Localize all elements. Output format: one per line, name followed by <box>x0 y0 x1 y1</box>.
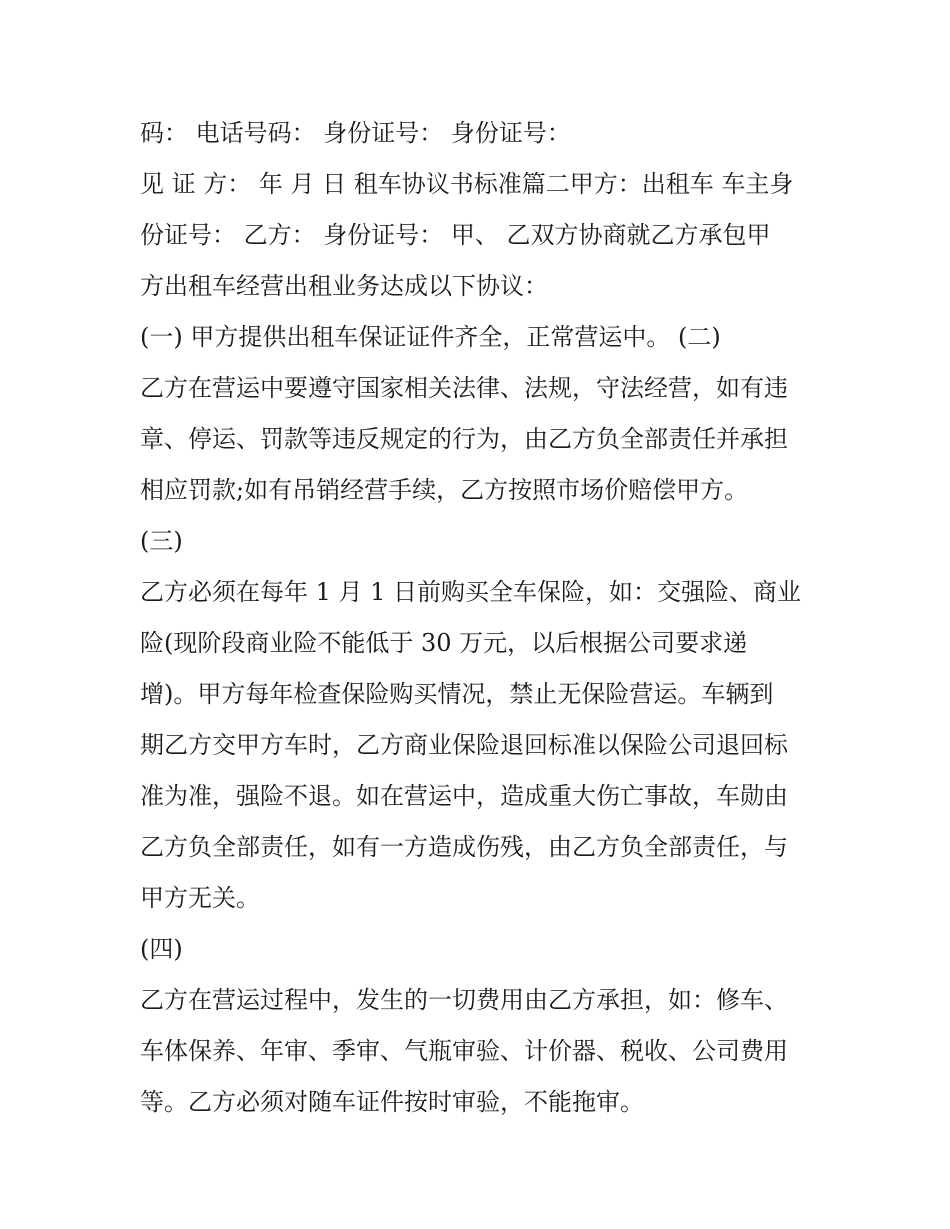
text-line: 乙方必须在每年 1 月 1 日前购买全车保险，如：交强险、商业 <box>140 578 802 606</box>
text-line: 相应罚款;如有吊销经营手续，乙方按照市场价赔偿甲方。 <box>140 476 749 504</box>
text-line: 方出租车经营出租业务达成以下协议： <box>140 272 548 300</box>
text-line: 车体保养、年审、季审、气瓶审验、计价器、税收、公司费用 <box>140 1037 788 1065</box>
document-body <box>140 108 830 1128</box>
text-line: (一) 甲方提供出租车保证证件齐全，正常营运中。 (二) <box>140 323 721 351</box>
text-line: 见 证 方： 年 月 日 租车协议书标准篇二甲方：出租车 车主身 <box>140 170 794 198</box>
text-line: 增)。甲方每年检查保险购买情况，禁止无保险营运。车辆到 <box>140 680 774 708</box>
text-line: (四) <box>140 935 183 963</box>
text-line: 等。乙方必须对随车证件按时审验，不能拖审。 <box>140 1088 644 1116</box>
text-line: 份证号： 乙方： 身份证号： 甲、 乙双方协商就乙方承包甲 <box>140 221 771 249</box>
text-line: 乙方在营运过程中，发生的一切费用由乙方承担，如：修车、 <box>140 986 788 1014</box>
text-line: (三) <box>140 527 183 555</box>
text-line: 准为准，强险不退。如在营运中，造成重大伤亡事故，车勋由 <box>140 782 788 810</box>
text-line: 期乙方交甲方车时，乙方商业保险退回标准以保险公司退回标 <box>140 731 788 759</box>
text-line: 章、停运、罚款等违反规定的行为，由乙方负全部责任并承担 <box>140 425 788 453</box>
text-line: 甲方无关。 <box>140 884 260 912</box>
text-line: 码： 电话号码： 身份证号： 身份证号： <box>140 119 571 147</box>
text-line: 乙方负全部责任，如有一方造成伤残，由乙方负全部责任，与 <box>140 833 788 861</box>
text-line: 险(现阶段商业险不能低于 30 万元，以后根据公司要求递 <box>140 629 748 657</box>
text-line: 乙方在营运中要遵守国家相关法律、法规，守法经营，如有违 <box>140 374 788 402</box>
